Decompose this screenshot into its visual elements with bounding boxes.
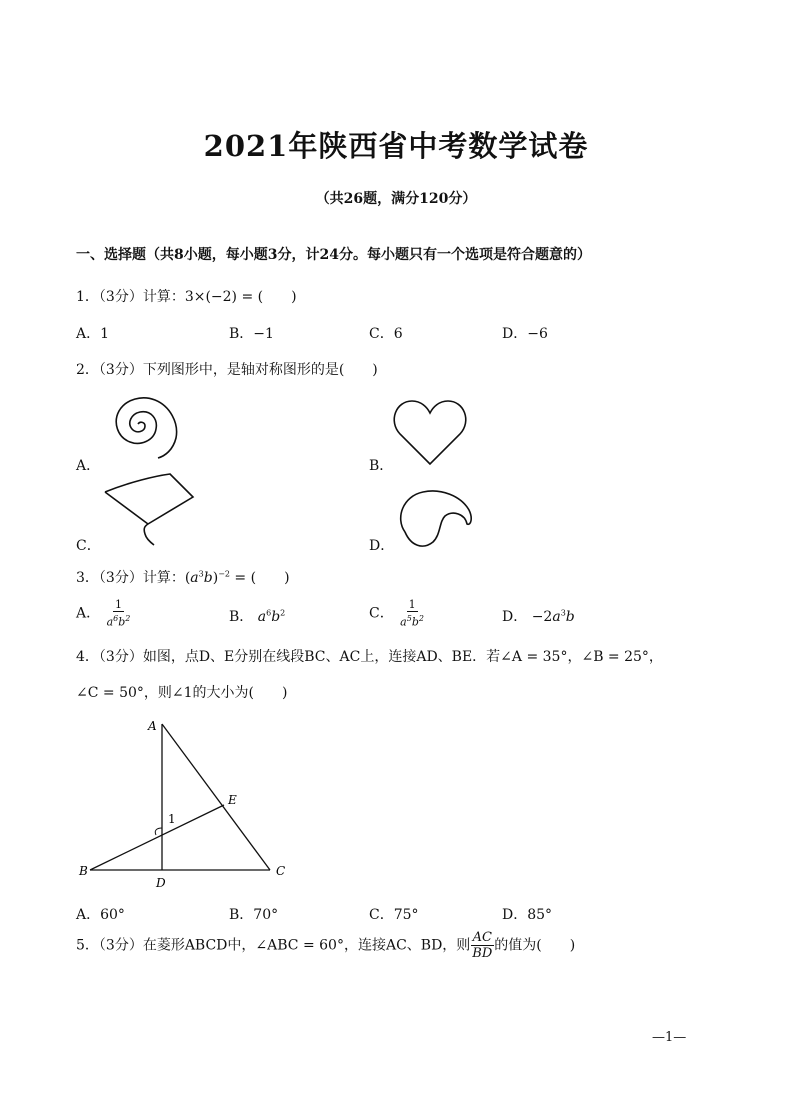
label-e: E [228,793,237,807]
question-3-expression: $(a^3b)^{-2}$ [184,569,230,586]
spiral-figure [100,388,190,468]
fraction-denominator: BD [472,946,493,961]
fraction-denominator: $a^5b^2$ [400,614,424,629]
heart-figure [390,396,472,470]
page-subtitle: （共26题，满分120分） [315,191,477,207]
fraction [398,598,426,629]
label-d: D [156,876,166,890]
question-2-option-c: C． [76,538,101,554]
question-1-option-b: B．−1 [229,326,274,342]
question-3-option-c [369,598,426,629]
question-3-option-b [229,606,285,626]
question-5-stem-prefix: 5．（3分）在菱形ABCD中，∠ABC = 60°，连接AC、BD，则 [76,937,471,954]
question-3-option-d [502,606,575,626]
section-heading: 一、选择题（共8小题，每小题3分，计24分。每小题只有一个选项是符合题意的） [76,247,591,263]
option-label: D． [502,609,528,625]
question-4-option-c: C．75° [369,907,419,923]
question-5-stem-suffix: 的值为( ) [494,937,576,954]
question-4-option-a: A．60° [76,907,125,923]
question-4-option-b: B．70° [229,907,279,923]
question-2-option-d: D． [369,538,395,554]
question-3-stem [76,567,290,587]
fraction-numerator: AC [472,930,492,945]
fraction-numerator: 1 [408,598,416,611]
question-1-stem: 1．（3分）计算：3×(−2) = ( ) [76,289,297,305]
fraction [470,930,494,961]
fraction [105,598,133,629]
question-1-option-d: D．−6 [502,326,548,342]
option-label: B． [229,609,254,625]
fraction-denominator: $a^6b^2$ [106,614,131,629]
question-4-stem-line-1: 4．（3分）如图，点D、E分别在线段BC、AC上，连接AD、BE．若∠A = 35°，∠B = 25°， [76,649,663,665]
question-1-option-c: C．6 [369,326,403,342]
label-angle-1: 1 [168,812,176,826]
triangle-figure [70,712,300,892]
question-4-stem-line-2: ∠C = 50°，则∠1的大小为( ) [76,685,288,701]
question-2-option-b: B． [369,458,394,474]
option-label: A． [76,605,101,622]
option-expression: $a^6b^2$ [257,608,286,625]
question-3-option-a [76,598,132,629]
label-a: A [148,719,157,733]
option-label: C． [369,605,394,622]
question-5-stem [76,930,575,961]
wave-figure [395,484,475,550]
page-number: —1— [652,1030,687,1045]
question-1-option-a: A．1 [76,326,110,342]
question-4-option-d: D．85° [502,907,553,923]
fraction-numerator: 1 [114,598,122,611]
question-2-option-a: A． [76,458,101,474]
option-expression: $-2a^3b$ [531,608,575,625]
question-3-stem-prefix: 3．（3分）计算： [76,570,185,586]
fan-figure [100,474,200,550]
label-c: C [276,864,286,878]
page-title: 2021年陕西省中考数学试卷 [203,129,589,163]
label-b: B [79,864,88,878]
question-2-stem: 2．（3分）下列图形中，是轴对称图形的是( ) [76,362,378,378]
question-3-stem-suffix: = ( ) [229,570,290,586]
